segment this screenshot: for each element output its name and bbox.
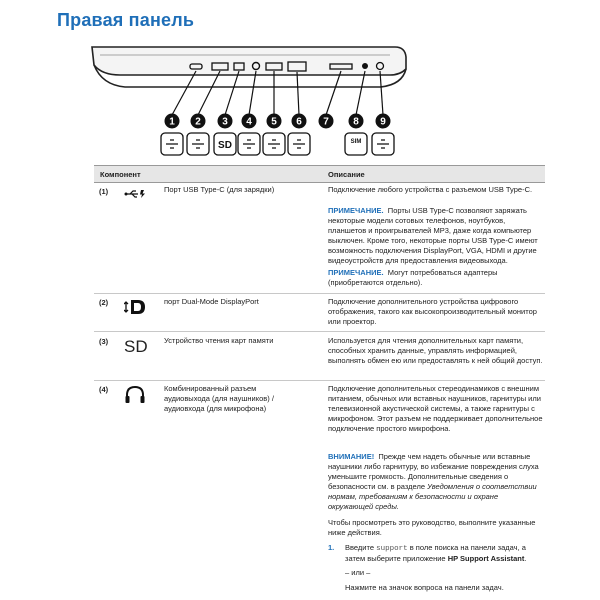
sim-icon-label: SIM [350, 139, 362, 145]
callout-number: 7 [323, 116, 329, 128]
callout-number: 1 [169, 116, 175, 128]
header-component: Компонент [100, 170, 141, 179]
table-header [94, 165, 545, 183]
row-description: Подключение дополнительного устройства цифрового отображения, такого как высокопроизводительный монитор или проектор. [328, 297, 537, 326]
row-description: Подключение дополнительных стереодинамиков с внешним питанием, обычных или вставных наушников, гарнитуры или телевизионной акустической системы, а также гарнитуры с микрофоном. Этот разъем не поддерживает дополнительное подключение простого микрофона. [328, 384, 543, 433]
headphone-icon [124, 385, 146, 410]
usb-c-charging-icon [124, 186, 150, 204]
note-block [328, 206, 543, 266]
note-label: ПРИМЕЧАНИЕ. [328, 268, 384, 277]
warning-block [328, 452, 543, 512]
warning-doc-title: Уведомления о соответствии нормам, требованиям к безопасности и охране окружающей среды. [328, 482, 537, 511]
row-description: Используется для чтения дополнительных карт памяти, способных хранить данные, управлять информацией, выполнять обмен ею или предоставлять к ней общий доступ. [328, 336, 543, 365]
step-alt-text: Нажмите на значок вопроса на панели задач. [345, 583, 504, 592]
component-name: Комбинированный разъем аудиовыхода (для наушников) / аудиовхода (для микрофона) [164, 384, 274, 413]
component-name: порт Dual-Mode DisplayPort [164, 297, 259, 306]
callout-number: 6 [296, 116, 302, 128]
displayport-icon [124, 299, 148, 320]
row-divider [94, 293, 545, 294]
note-label: ПРИМЕЧАНИЕ. [328, 206, 384, 215]
callout-number: 9 [380, 116, 386, 128]
callout-number: 5 [271, 116, 277, 128]
row-divider [94, 331, 545, 332]
step-text [345, 543, 543, 564]
step-number: 1. [328, 543, 335, 552]
search-term: support [376, 545, 408, 553]
step-text-b: в поле поиска на панели задач, а затем выберите приложение [345, 543, 526, 563]
or-separator: – или – [345, 568, 371, 577]
step-text-end: . [524, 554, 527, 563]
callout-number: 8 [353, 116, 359, 128]
warning-text: Прежде чем надеть обычные или вставные наушники либо гарнитуру, во избежание повреждения слуха уменьшите громкость. Дополнительные сведения о безопасности см. в разделе [328, 452, 539, 491]
note-text: Могут потребоваться адаптеры (приобретаются отдельно). [328, 268, 498, 287]
steps-intro: Чтобы просмотреть это руководство, выполните указанные ниже действия. [328, 518, 536, 537]
callout-number: 4 [246, 116, 252, 128]
row-number: (4) [99, 385, 109, 394]
callout-number: 3 [222, 116, 228, 128]
sd-card-icon: SD [124, 337, 148, 356]
component-name: Устройство чтения карт памяти [164, 336, 274, 345]
row-number: (2) [99, 298, 109, 307]
app-name: HP Support Assistant [447, 554, 525, 563]
note-block [328, 268, 543, 288]
header-description: Описание [328, 170, 365, 179]
callout-number: 2 [195, 116, 201, 128]
component-name: Порт USB Type-C (для зарядки) [164, 185, 275, 194]
sd-card-icon-label: SD [218, 140, 232, 151]
row-divider [94, 380, 545, 381]
laptop-right-side-illustration [80, 35, 410, 165]
warning-label: ВНИМАНИЕ! [328, 452, 375, 461]
row-description: Подключение любого устройства с разъемом USB Type-C. [328, 185, 533, 194]
step-text-a: Введите [345, 543, 374, 552]
page-title: Правая панель [57, 10, 195, 30]
note-text: Порты USB Type-C позволяют заряжать некоторые модели сотовых телефонов, ноутбуков, планшетов и проигрывателей MP3, даже когда компьютер выключен. Кроме того, некоторые порты USB Type-C имеют возможность подключения DisplayPort, VGA, HDMI и другие видеоустройств для предоставления видеовыхода. [328, 206, 538, 265]
row-number: (3) [99, 337, 109, 346]
row-number: (1) [99, 187, 109, 196]
